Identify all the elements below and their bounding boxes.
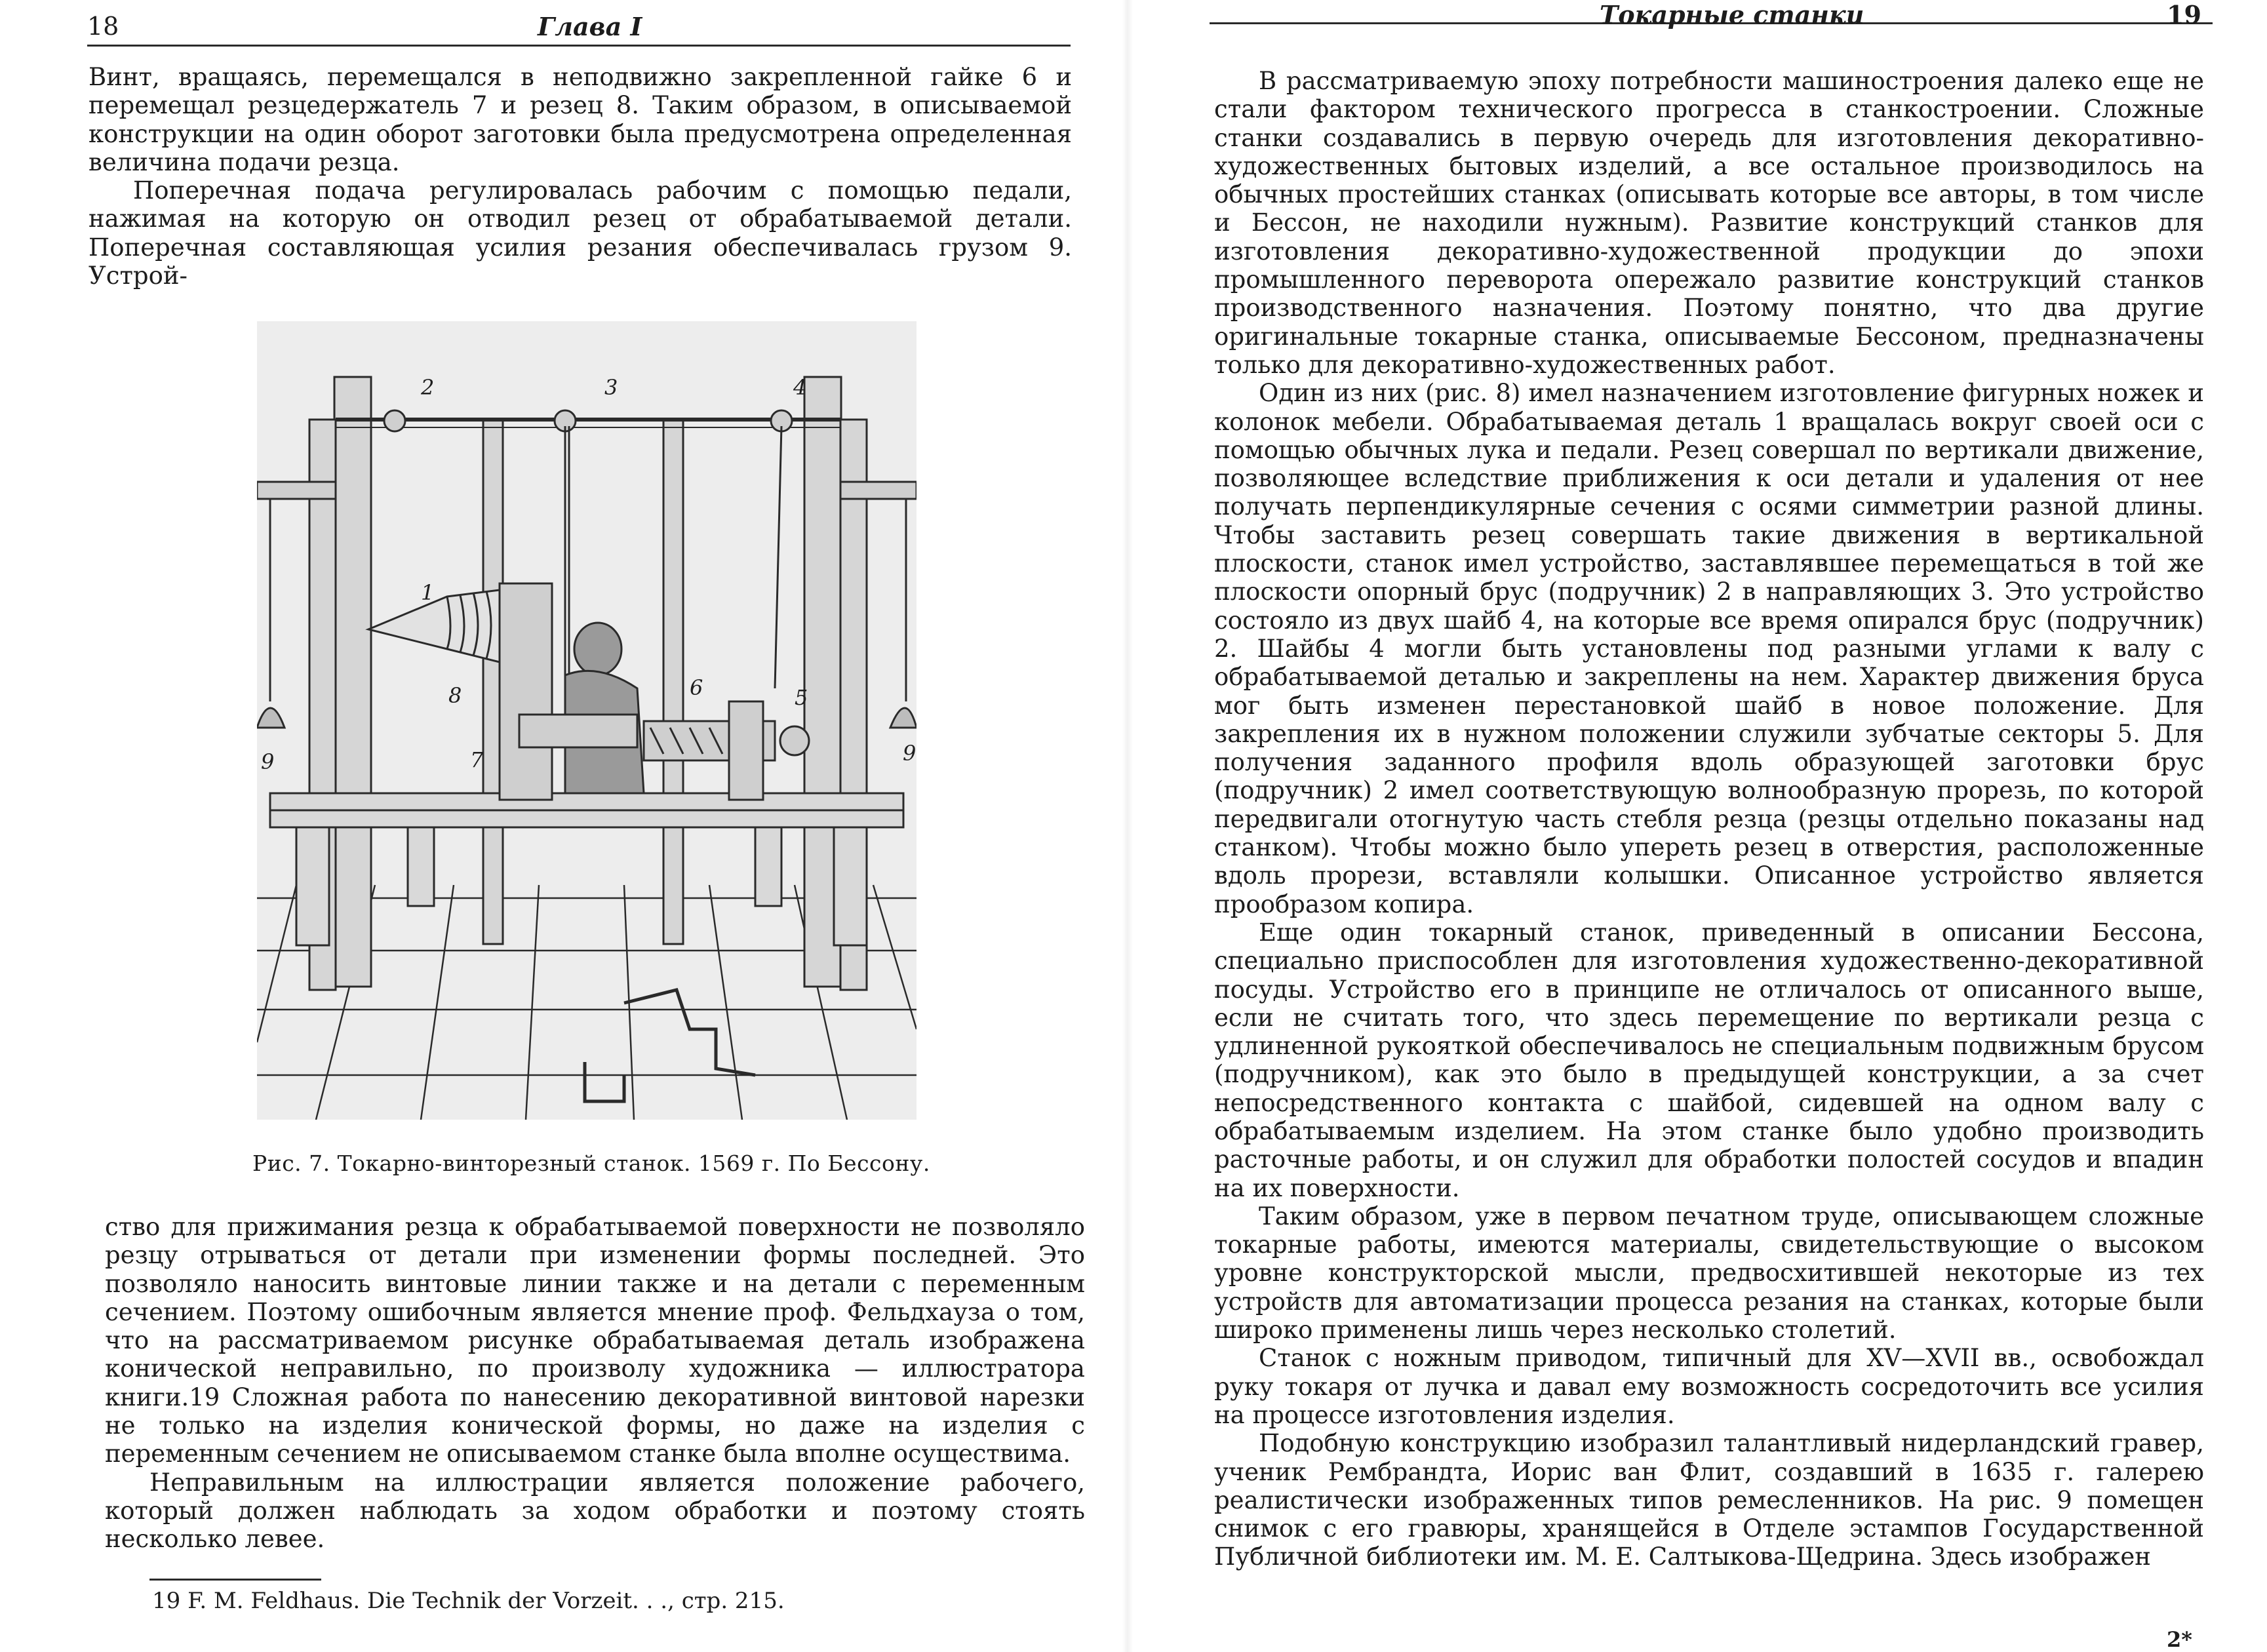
footnote: 19 F. M. Feldhaus. Die Technik der Vorzeit. . ., стр. 215. xyxy=(152,1588,785,1614)
signature-mark: 2* xyxy=(2167,1627,2192,1652)
figure-label: 9 xyxy=(903,741,917,766)
worker-figure xyxy=(565,623,644,793)
paragraph: Подобную конструкцию изобразил талантливый нидерландский гравер, ученик Рембрандта, Иорис ван Флит, создавший в 1635 г. галерею реалистически изображенных типов ремесленников. На рис. 9 помещен снимок с его гравюры, хранящейся в Отделе эстампов Государственной Публичной библиотеки им. М. Е. Салтыкова-Щедрина. Здесь изображен xyxy=(1214,1429,2204,1571)
paragraph: Винт, вращаясь, перемещался в неподвижно закрепленной гайке 6 и перемещал резцедержатель 7 и резец 8. Таким образом, в описываемой конструкции на один оборот заготовки была предусмотрена определенная величина подачи резца. xyxy=(89,63,1072,176)
figure-label: 4 xyxy=(793,375,807,400)
right-page xyxy=(1128,0,2267,1652)
paragraph: Поперечная подача регулировалась рабочим с помощью педали, нажимая на которую он отводил резец от обрабатываемой детали. Поперечная составляющая усилия резания обеспечивалась грузом 9. Устрой- xyxy=(89,176,1072,290)
figure-label: 9 xyxy=(261,749,275,774)
running-head-left: Глава I xyxy=(538,12,642,41)
lathe-engraving xyxy=(257,321,917,1120)
figure-label: 5 xyxy=(795,685,808,710)
paragraph: Таким образом, уже в первом печатном труде, описывающем сложные токарные работы, имеются материалы, свидетельствующие о высоком уровне конструкторской мысли, предвосхитившей некоторые из тех устройств для автоматизации процесса резания на станках, которые были широко применены лишь через несколько столетий. xyxy=(1214,1202,2204,1345)
figure-label: 1 xyxy=(421,580,435,605)
paragraph: ство для прижимания резца к обрабатываемой поверхности не позволяло резцу отрываться от детали при изменении формы последней. Это позволяло наносить винтовые линии также и на детали с переменным сечением. Поэтому ошибочным является мнение проф. Фельдхауза о том, что на рассматриваемом рисунке обрабатываемая деталь изображена конической неправильно, по произволу художника — иллюстратора книги.19 Сложная работа по нанесению декоративной винтовой нарезки не только на изделия конической формы, но даже на изделия с переменным сечением не описываемом станке была вполне осуществима. xyxy=(105,1213,1085,1468)
left-text-top xyxy=(89,63,1072,290)
paragraph: Станок с ножным приводом, типичный для XV—XVII вв., освобождал руку токаря от лучка и давал ему возможность сосредоточить все усилия на процессе изготовления изделия. xyxy=(1214,1344,2204,1429)
header-rule-left xyxy=(87,45,1071,47)
right-text xyxy=(1214,67,2204,1571)
left-page xyxy=(0,0,1128,1652)
paragraph: В рассматриваемую эпоху потребности машиностроения далеко еще не стали фактором технического прогресса в станкостроении. Сложные станки создавались в первую очередь для изготовления декоративно-художественных бытовых изделий, а все остальное производилось на обычных простейших станках (описывать которые все авторы, в том числе и Бессон, не находили нужным). Развитие конструкций станков для изготовления декоративно-художественной продукции до эпохи промышленного переворота опережало развитие конструкций станков производственного назначения. Поэтому понятно, что два другие оригинальные токарные станка, описываемые Бессоном, предназначены только для декоративно-художественных работ. xyxy=(1214,67,2204,379)
footnote-rule xyxy=(149,1579,321,1581)
figure-label: 3 xyxy=(604,375,618,400)
left-text-bottom xyxy=(105,1213,1085,1554)
page-number-right: 19 xyxy=(2167,0,2201,30)
top-shaft xyxy=(336,410,840,431)
paragraph: Еще один токарный станок, приведенный в описании Бессона, специально приспособлен для изготовления художественно-декоративной посуды. Устройство его в принципе не отличалось от описанного выше, если не считать того, что здесь перемещение по вертикали резца с удлиненной рукояткой обеспечивалось не специальным подвижным брусом (подручником), как это было в предыдущей конструкции, а за счет непосредственного контакта с шайбой, сидевшей на одном валу с обрабатываемым изделием. На этом станке было удобно производить расточные работы, и он служил для обработки полостей сосудов и впадин на их поверхности. xyxy=(1214,918,2204,1202)
figure-label: 6 xyxy=(690,675,703,700)
running-head-right: Токарные станки xyxy=(1600,0,1864,30)
paragraph: Неправильным на иллюстрации является положение рабочего, который должен наблюдать за ходом обработки и поэтому стоять несколько левее. xyxy=(105,1468,1085,1554)
figure-caption: Рис. 7. Токарно-винторезный станок. 1569 г. По Бессону. xyxy=(252,1150,930,1176)
figure-label: 8 xyxy=(448,683,462,708)
page-number-left: 18 xyxy=(87,12,119,41)
figure-label: 7 xyxy=(470,747,484,772)
paragraph: Один из них (рис. 8) имел назначением изготовление фигурных ножек и колонок мебели. Обрабатываемая деталь 1 вращалась вокруг своей оси с помощью обычных лука и педали. Резец совершал по вертикали движение, позволяющее вследствие приближения к оси детали и удаления от нее получать перпендикулярные сечения с осями симметрии разной длины. Чтобы заставить резец совершать такие движения в вертикальной плоскости, станок имел устройство, заставлявшее перемещаться в той же плоскости опорный брус (подручник) 2 в направляющих 3. Это устройство состояло из двух шайб 4, на которые все время опирался брус (подручник) 2. Шайбы 4 могли быть установлены под разными углами к валу с обрабатываемой деталью и закреплены на нем. Характер движения бруса мог быть изменен перестановкой шайб в новое положение. Для закрепления их в нужном положении служили зубчатые секторы 5. Для получения заданного профиля вдоль образующей заготовки брус (подручник) 2 имел соответствующую волнообразную прорезь, по которой передвигали отогнутую часть стебля резца (резцы отдельно показаны над станком). Чтобы можно было упереть резец в отверстия, расположенные вдоль прорези, вставляли колышки. Описанное устройство является прообразом копира. xyxy=(1214,379,2204,918)
figure-label: 2 xyxy=(421,375,435,400)
